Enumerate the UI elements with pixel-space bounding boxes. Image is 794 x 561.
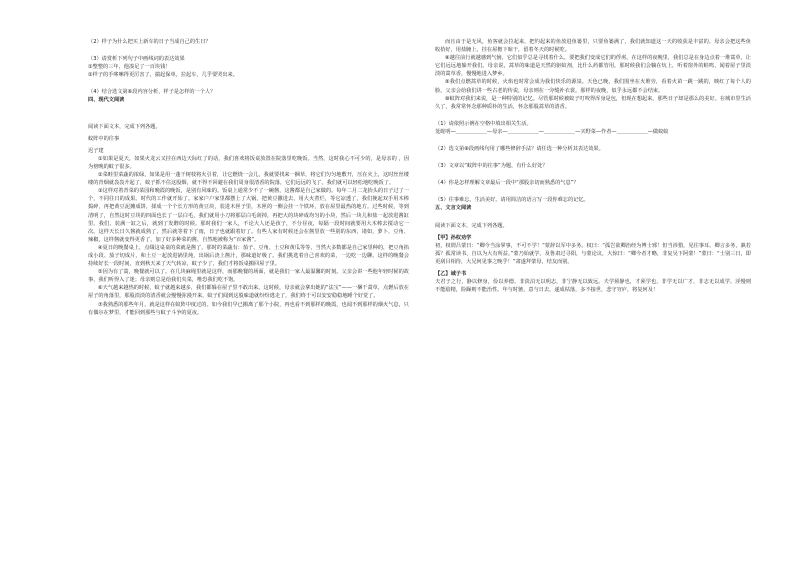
passage-a-text: 初，权谓吕蒙曰：“卿今当涂掌事，不可不学！”蒙辞以军中多务。权曰：“孤岂欲卿治经为博士邪！但当涉猎，见往事耳。卿言多务，孰若孤？孤常读书，自以为大有所益。”蒙乃始就学。及鲁肃过寻阳，与蒙论议，大惊曰：“卿今者才略，非复吴下阿蒙！”蒙曰：“士别三日，即更刮目相待，大兄何见事之晚乎！”肃遂拜蒙母，结友而别。: [435, 242, 751, 265]
article-paragraph: ⑧越往前行就越感到气恼，它们似乎总是寻找着什么，要把我们变成它们的俘虏。在这样的夜晚里，我们总是在身边点着一堆蒿草，让它们远远地躲开我们。母亲说，蒿草的味道是天然的驱蚊剂，比什么药都管用。那时候我们会躺在炕上，听着窗外的蛙鸣，闻着屋子里淡淡的蒿草香，慢慢地进入梦乡。: [435, 55, 751, 78]
question-2: （2）选文第⑧段画线句用了哪些修辞手法？请任选一种分析其表达效果。: [435, 146, 604, 153]
question-2: （2）样子为什么把买上新车的日子当成自己的生日？: [88, 39, 211, 45]
passage-a-tag: 【甲】孙权劝学: [435, 234, 472, 241]
article-title: 蚊阵中的往事: [88, 135, 120, 142]
question-5: （5）往事难忘，生活美好。请用简洁的语言写一段你难忘的记忆。: [435, 197, 589, 204]
question-1-fill-line: 茏蛇明—＿＿＿＿＿＿—母亲—＿＿＿＿＿＿—＿＿＿＿＿＿—买野菜—作者—＿＿＿＿＿＿—做蚊蚊: [435, 128, 669, 135]
article-paragraph: 而且由于是无风，鱼客就会拉起来，把钓起来的鱼放进鱼篓里，只要鱼篓满了，我们就知道这一天的收获是丰富的。母亲会把这些鱼收拾好，用盐腌上，挂在屋檐下晾干，留着冬天的时候吃。: [435, 39, 751, 54]
question-3-sentence-1: ①整整的三年，他凑足了一百块钱！: [88, 64, 171, 71]
article-paragraph: ⑦我熟悉的那些年月，就是这样在蚊阵中度过的。如今我们早已搬离了那个小院，再也看不到那样的晚霞，也闻不到那样的烟火气息，只有偶尔在梦里，才能回到那些与蚊子斗争的夏夜。: [88, 301, 409, 316]
right-column: [435, 38, 751, 294]
question-4: （4）结合选文第⑥段内容分析，样子是怎样的一个人？: [88, 89, 216, 96]
reading-instruction: 阅读下面文本，完成下列各题。: [88, 123, 161, 130]
section-heading-5: 五、文言文阅读: [435, 205, 472, 212]
article-paragraph: ⑩蚊阵对我们来说，是一种特别的记忆。尽管那时候被蚊子叮咬得浑身是包，但现在想起来，那些日子却是那么的美好。在城市里生活久了，我常常怀念那种质朴的生活，怀念那股蒿草的清香。: [435, 95, 751, 110]
article-paragraph: ③这样对着青菜的菜园和晚霞的晚饭，是别有风味的。饭桌上通常少不了一碗酱，这酱都是自己家做的。每年二月二龙抬头的日子过了一个，不同往日的成果。时代的工作就开始了。家家户户家里都摆上了大锅，把黄豆撒进去，用大火煮烂，等它凉透了，我们挽起双手用木棒捣碎，再把黄豆泥摊成饼，揉成一个个长方形的黄豆块，装进木匣子里，木匣的一侧会挂一个铁环，放在屋里最热的地方。过些时候，等到清明了，自然这时豆块的四面也长了一层白毛，我们就用小刀将那层白毛刮掉，再把大的块碎成均匀的小块，然后一块儿和盐一起放进酱缸里。我们，装满一缸之后，就到了发酵的时候。那时我们一家人，不论大人还是孩子，不分昼夜，每隔一段时间就要用大木棒去搅动它一次。这样天长日久酱就成熟了，然后就等着下了雨，日子也就跟着好了。有些人家有时候还会在酱里放一些别的东西，诸如，萝卜、豆角、辣椒，这样酱就变得更香了，加了好多种菜的酱，自然地被称为“百家酱”。: [88, 188, 409, 243]
article-paragraph: ①如果是夏天，如果火龙云又挂在西边天际红了的话，我们喜欢将饭桌放置在院落里吃晚饭。当然，这时我心不可少的，是母亲的 ，因为傍晚的蚊子很多。: [88, 155, 409, 170]
article-author: 迟子建: [88, 147, 104, 154]
section-heading-4: 四、现代文阅读: [88, 97, 125, 104]
question-3: （3）请赏析下列句子中画线词的表达效果: [88, 56, 185, 63]
article-paragraph: ⑨我们点燃蒿草的时候，火焰也时常会成为我们快乐的源泉。天色已晚，我们围坐在火堆旁，看着火苗一跳一跳的，映红了每个人的脸。父亲会给我们讲一些古老的传说，母亲则在一旁缝补衣裳。那样的夜晚，似乎永远都不会结束。: [435, 79, 751, 94]
question-1: （1）请依照示例在空格中填出相关生活。: [435, 120, 532, 127]
article-paragraph: ②菜畦里菜蔬的浓绿，如果是用一蓬干树枝将火引着，让它燃烧一会儿，我就要找来一捆草，将它们匀匀地敷开，压在火上，这时丝丝缕缕的青烟就袅袅升起了，蚊子抓不住这股烟，就不得不回避在我们周身很清香的院落，它们远远的飞了。我们就可以轻松地吃晚饭了。: [88, 172, 409, 187]
passage-b-text: 夫君子之行，静以修身，俭以养德。非淡泊无以明志，非宁静无以致远。夫学须静也，才须学也，非学无以广才，非志无以成学。淫慢则不能励精，险躁则不能治性。年与时驰，意与日去，遂成枯落，多不接世，悲守穷庐，将复何及！: [435, 279, 751, 294]
question-3-sentence-2: ②样子的手哆嗦得更厉害了，揣起保单，拉起车，几乎要哭出来。: [88, 72, 238, 79]
reading-instruction: 阅读下面文本，完成下列各题。: [435, 222, 508, 229]
left-column: [88, 38, 409, 317]
question-3: （3）文章以“蚊阵中的往事”为题，有什么好处？: [435, 163, 548, 170]
question-4: （4）你是怎样理解文章最后一段中“那股亲切而熟悉的气息”？: [435, 180, 579, 187]
passage-b-tag: 【乙】诫子书: [435, 270, 467, 277]
article-paragraph: ⑤因为有了蒿，晚餐就可以了。在几块麻绳里就是这样，而那晚餐的场面，就是我们一家人最温馨的时刻。父亲会讲一些他年轻时候的故事，我们听得入了迷；母亲则总是给我们夹菜，唯恐我们吃不饱。: [88, 269, 409, 284]
article-paragraph: ④夏日的晚餐桌上，点缀这桌桌的菜就是酱了，那时的菜蔬有：茄子、豆角、土豆和黄瓜等等，当然大多数都是自己家里种的，把豆角掐成小段、茄子切成片，和土豆一起放进锅里炖，出锅后浇上酱汁，那味道好极了。我们挑选着自己喜欢的菜，一边吃一边聊。这样的晚餐会持续好长一段时间，直到秋天来了天气转凉，蚊子少了，我们才将饭桌搬回屋子里。: [88, 244, 409, 268]
article-paragraph: ⑥天气越来越热的时候，蚊子就越来越多，我们都躲在屋子里不敢出来。这时候，母亲就会拿出她的“法宝”——一捆干蒿草，点燃后放在屋子的角落里，那股淡淡的清香就会慢慢弥漫开来，蚊子们闻到这股味道就纷纷逃走了，我们终于可以安安稳稳地睡个好觉了。: [88, 285, 409, 300]
